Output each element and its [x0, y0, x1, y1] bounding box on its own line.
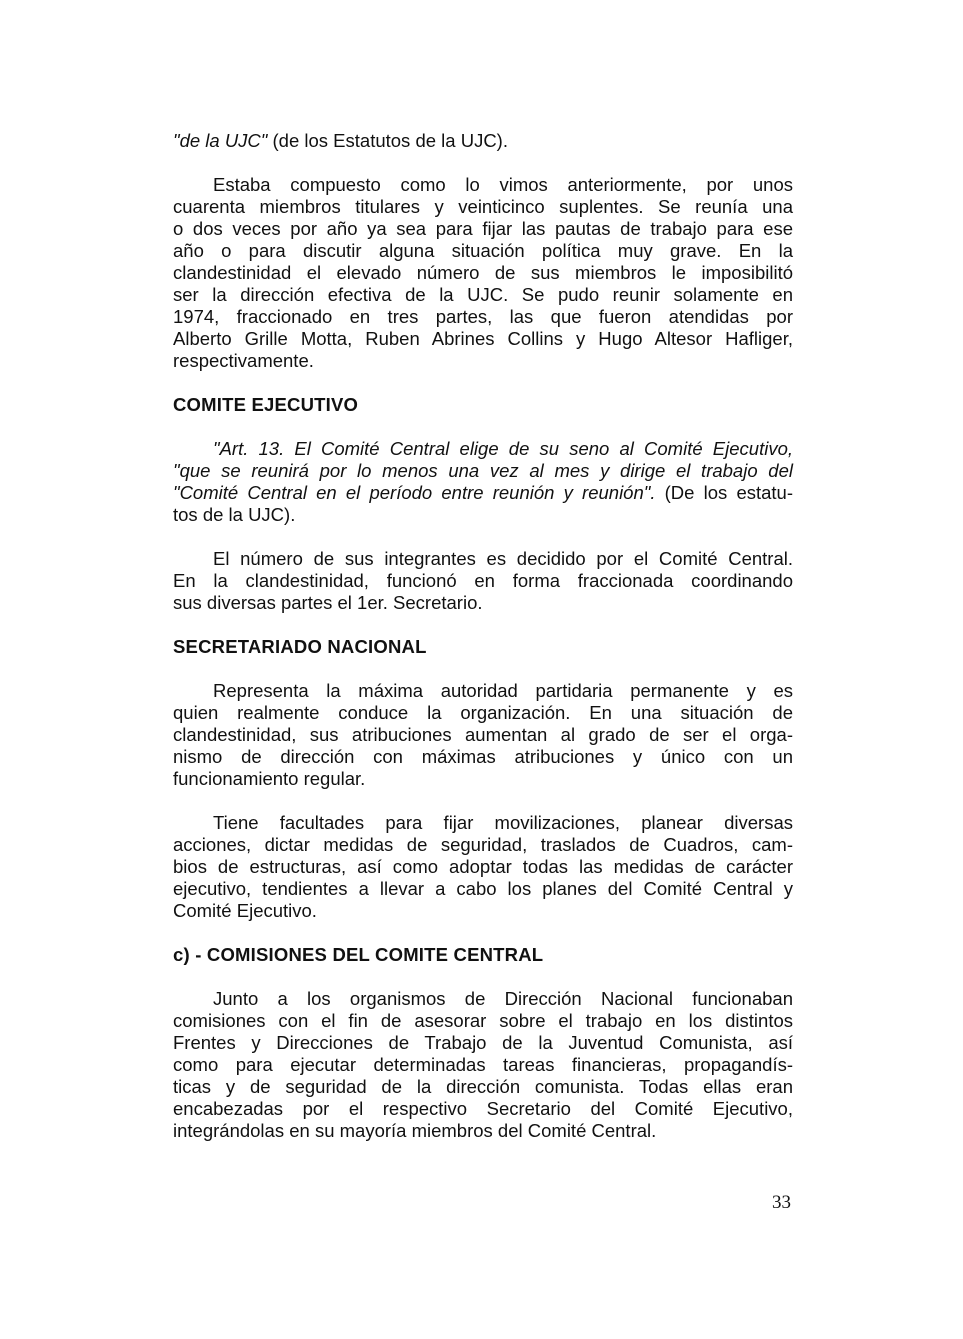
text-line: bios de estructuras, así como adoptar todas las medidas de carácter — [173, 856, 793, 877]
citation-source: (de los Estatutos de la UJC). — [267, 130, 508, 151]
text-line: "Art. 13. El Comité Central elige de su seno al Comité Ejecutivo, — [213, 438, 793, 459]
text-line: año o para discutir alguna situación política muy grave. En la — [173, 240, 793, 261]
text-line: ticas y de seguridad de la dirección comunista. Todas ellas eran — [173, 1076, 793, 1097]
text-line: En la clandestinidad, funcionó en forma fraccionada coordinando — [173, 570, 793, 591]
text-line: Alberto Grille Motta, Ruben Abrines Collins y Hugo Altesor Hafliger, — [173, 328, 793, 349]
text-line: cuarenta miembros titulares y veinticinco suplentes. Se reunía una — [173, 196, 793, 217]
text-line: "que se reunirá por lo menos una vez al mes y dirige el trabajo del — [173, 460, 793, 481]
text-line: El número de sus integrantes es decidido por el Comité Central. — [213, 548, 793, 569]
text-line: Representa la máxima autoridad partidaria permanente y es — [213, 680, 793, 701]
text-line: sus diversas partes el 1er. Secretario. — [173, 592, 483, 613]
text-line: ser la dirección efectiva de la UJC. Se pudo reunir solamente en — [173, 284, 793, 305]
text-line: como para ejecutar determinadas tareas financieras, propagandís- — [173, 1054, 793, 1075]
paragraph-secretariado-authority — [173, 680, 793, 790]
text-line: clandestinidad, sus atribuciones aumentan al grado de ser el orga- — [173, 724, 793, 745]
citation-quote: "de la UJC" — [173, 130, 268, 151]
text-line: comisiones con el fin de asesorar sobre el trabajo en los distintos — [173, 1010, 793, 1031]
text-line: respectivamente. — [173, 350, 314, 371]
heading-secretariado-nacional: SECRETARIADO NACIONAL — [173, 636, 427, 657]
text-line: encabezadas por el respectivo Secretario del Comité Ejecutivo, — [173, 1098, 793, 1119]
page-number: 33 — [772, 1192, 791, 1213]
text-line: Frentes y Direcciones de Trabajo de la Juventud Comunista, así — [173, 1032, 793, 1053]
text-line: o dos veces por año ya sea para fijar las pautas de trabajo para ese — [173, 218, 793, 239]
text-line — [173, 482, 793, 504]
text-line: integrándolas en su mayoría miembros del Comité Central. — [173, 1120, 657, 1141]
text-line: Tiene facultades para fijar movilizaciones, planear diversas — [213, 812, 793, 833]
paragraph-comisiones — [173, 988, 793, 1142]
paragraph-secretariado-faculties — [173, 812, 793, 922]
paragraph-comite-ejecutivo-members — [173, 548, 793, 614]
text-line: Comité Ejecutivo. — [173, 900, 317, 921]
article-source: (De los estatu- — [655, 482, 794, 503]
paragraph-comite-central-composition — [173, 174, 793, 372]
heading-comisiones: c) - COMISIONES DEL COMITE CENTRAL — [173, 944, 544, 965]
text-line: Estaba compuesto como lo vimos anteriormente, por unos — [213, 174, 793, 195]
text-line: nismo de dirección con máximas atribuciones y único con un — [173, 746, 793, 767]
text-line: funcionamiento regular. — [173, 768, 366, 789]
text-line: ejecutivo, tendientes a llevar a cabo los planes del Comité Central y — [173, 878, 793, 899]
text-line: clandestinidad el elevado número de sus miembros le imposibilitó — [173, 262, 793, 283]
article-13-quote — [173, 438, 793, 526]
text-line: quien realmente conduce la organización. En una situación de — [173, 702, 793, 723]
heading-comite-ejecutivo: COMITE EJECUTIVO — [173, 394, 359, 415]
statute-citation — [173, 130, 793, 152]
text-line: acciones, dictar medidas de seguridad, traslados de Cuadros, cam- — [173, 834, 793, 855]
document-page — [173, 130, 793, 1164]
text-line: tos de la UJC). — [173, 504, 296, 525]
article-quote-end: "Comité Central en el período entre reunión y reunión". — [173, 482, 656, 503]
text-line: 1974, fraccionado en tres partes, las que fueron atendidas por — [173, 306, 793, 327]
text-line: Junto a los organismos de Dirección Nacional funcionaban — [213, 988, 793, 1009]
